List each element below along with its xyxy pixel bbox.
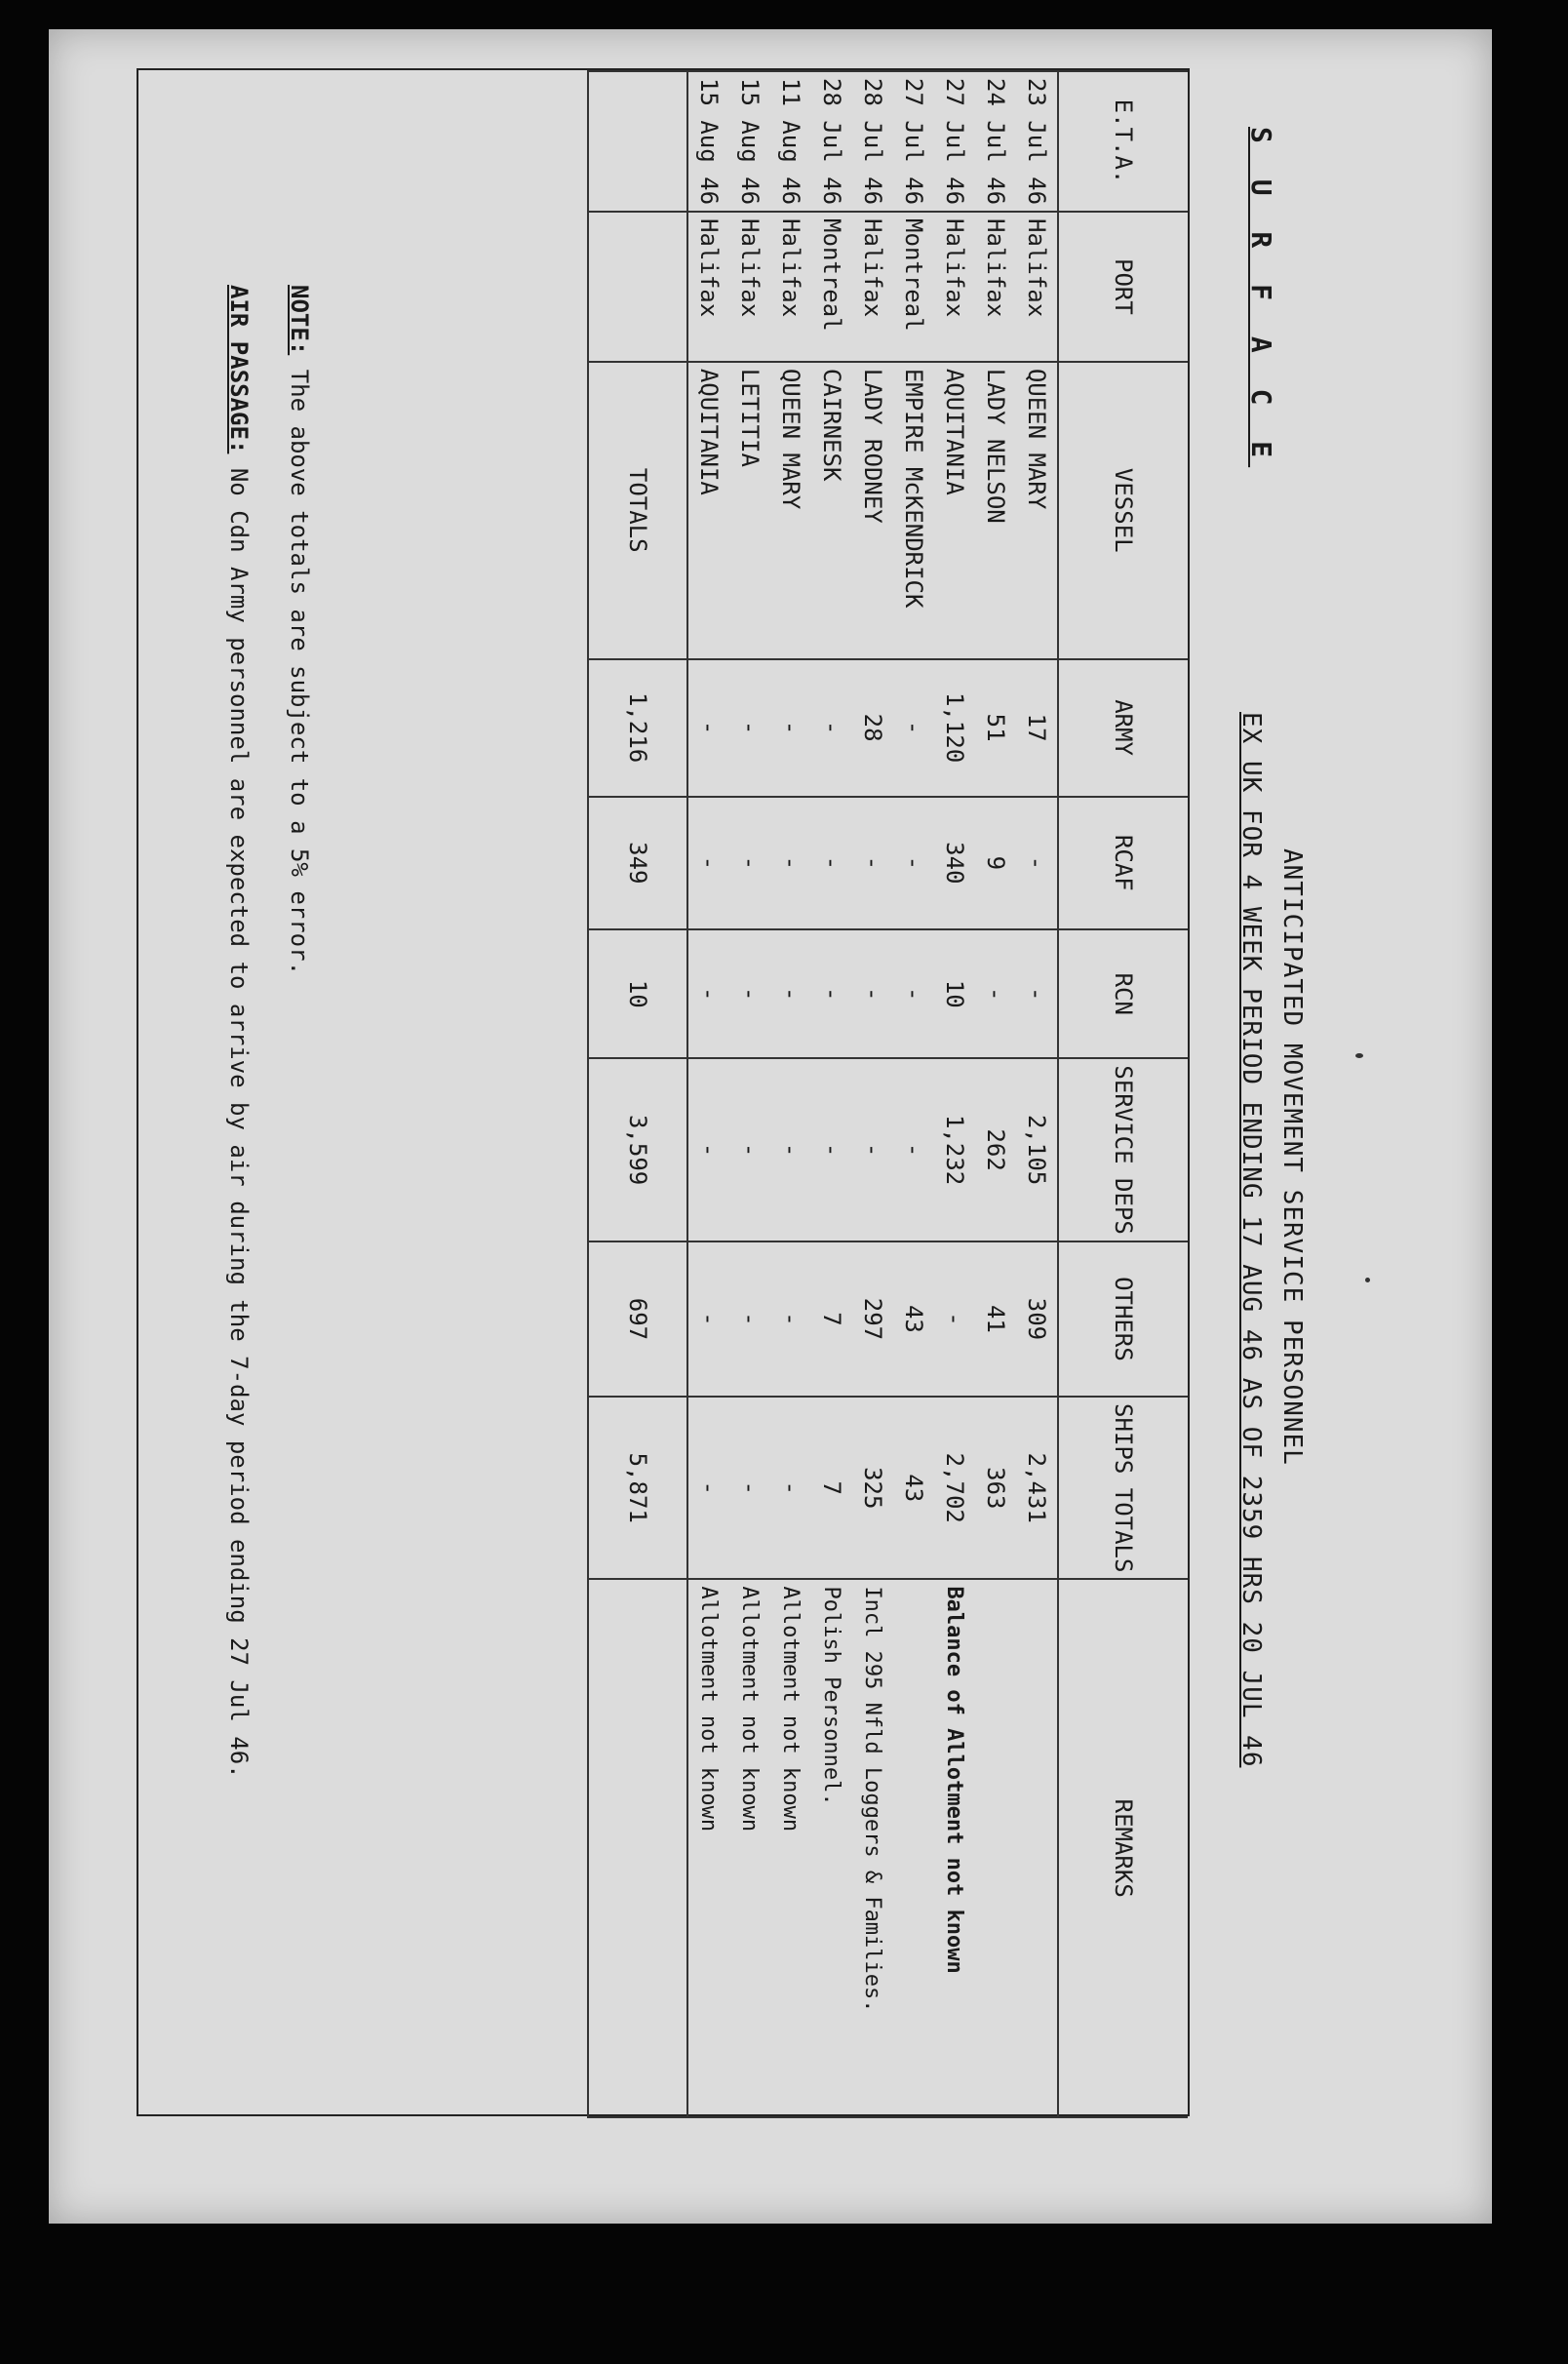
total-service-deps: 3,599 bbox=[588, 1058, 687, 1241]
cell-rcaf: - bbox=[729, 797, 770, 930]
header-remarks: REMARKS bbox=[1058, 1579, 1188, 2117]
header-others: OTHERS bbox=[1058, 1241, 1188, 1397]
cell-army: - bbox=[811, 659, 852, 797]
cell-others: - bbox=[729, 1241, 770, 1397]
total-others: 697 bbox=[588, 1241, 687, 1397]
table-row bbox=[729, 71, 770, 2117]
total-rcaf: 349 bbox=[588, 797, 687, 930]
cell-rcn: - bbox=[687, 929, 729, 1058]
cell-remarks bbox=[975, 1579, 1016, 2117]
cell-others: 41 bbox=[975, 1241, 1016, 1397]
cell-eta: 27 Jul 46 bbox=[893, 71, 934, 212]
cell-service-deps: 262 bbox=[975, 1058, 1016, 1241]
cell-remarks bbox=[893, 1579, 934, 2117]
air-passage-line bbox=[209, 285, 269, 1779]
cell-remarks bbox=[1016, 1579, 1058, 2117]
cell-rcn: - bbox=[811, 929, 852, 1058]
cell-rcaf: - bbox=[770, 797, 811, 930]
table-row bbox=[893, 71, 934, 2117]
header-rcn: RCN bbox=[1058, 929, 1188, 1058]
cell-eta: 27 Jul 46 bbox=[934, 71, 975, 212]
table-row bbox=[852, 71, 893, 2117]
total-rcn: 10 bbox=[588, 929, 687, 1058]
table-row bbox=[687, 71, 729, 2117]
cell-port: Halifax bbox=[852, 212, 893, 362]
cell-vessel: EMPIRE McKENDRICK bbox=[893, 362, 934, 659]
cell-eta: 11 Aug 46 bbox=[770, 71, 811, 212]
scan-speck bbox=[1355, 1053, 1363, 1058]
cell-port: Halifax bbox=[934, 212, 975, 362]
table-header-row bbox=[1058, 71, 1188, 2117]
cell-port: Halifax bbox=[975, 212, 1016, 362]
cell-remarks: Polish Personnel. bbox=[811, 1579, 852, 2117]
table-row bbox=[975, 71, 1016, 2117]
cell-ships-totals: 325 bbox=[852, 1397, 893, 1579]
cell-rcaf: - bbox=[1016, 797, 1058, 930]
cell-others: 7 bbox=[811, 1241, 852, 1397]
table-frame bbox=[137, 68, 1190, 2116]
cell-rcaf: - bbox=[893, 797, 934, 930]
table-row bbox=[770, 71, 811, 2117]
cell-service-deps: 2,105 bbox=[1016, 1058, 1058, 1241]
cell-eta: 15 Aug 46 bbox=[729, 71, 770, 212]
cell-rcaf: 9 bbox=[975, 797, 1016, 930]
cell-service-deps: - bbox=[687, 1058, 729, 1241]
cell-remarks: Incl 295 Nfld Loggers & Families. bbox=[852, 1579, 893, 2117]
total-ships-totals: 5,871 bbox=[588, 1397, 687, 1579]
cell-vessel: QUEEN MARY bbox=[770, 362, 811, 659]
totals-row bbox=[588, 71, 687, 2117]
totals-label: TOTALS bbox=[588, 362, 687, 659]
cell-rcn: - bbox=[1016, 929, 1058, 1058]
cell-ships-totals: - bbox=[729, 1397, 770, 1579]
header-eta: E.T.A. bbox=[1058, 71, 1188, 212]
cell-service-deps: - bbox=[811, 1058, 852, 1241]
cell-army: 51 bbox=[975, 659, 1016, 797]
scan-speck bbox=[1365, 1278, 1370, 1282]
cell-remarks: Balance of Allotment not known bbox=[934, 1579, 975, 2117]
cell-eta: 28 Jul 46 bbox=[811, 71, 852, 212]
cell-others: 43 bbox=[893, 1241, 934, 1397]
cell-port: Montreal bbox=[811, 212, 852, 362]
cell-rcaf: - bbox=[811, 797, 852, 930]
cell-remarks: Allotment not known bbox=[687, 1579, 729, 2117]
header-army: ARMY bbox=[1058, 659, 1188, 797]
header-service-deps: SERVICE DEPS bbox=[1058, 1058, 1188, 1241]
cell-ships-totals: 43 bbox=[893, 1397, 934, 1579]
cell-service-deps: 1,232 bbox=[934, 1058, 975, 1241]
header-rcaf: RCAF bbox=[1058, 797, 1188, 930]
header-ships-totals: SHIPS TOTALS bbox=[1058, 1397, 1188, 1579]
cell-vessel: LADY RODNEY bbox=[852, 362, 893, 659]
cell-ships-totals: 363 bbox=[975, 1397, 1016, 1579]
cell-eta: 15 Aug 46 bbox=[687, 71, 729, 212]
cell-rcaf: - bbox=[852, 797, 893, 930]
cell-port: Halifax bbox=[1016, 212, 1058, 362]
air-passage-text: No Cdn Army personnel are expected to arrive by air during the 7-day period ending 27 Jul 46. bbox=[225, 467, 253, 1779]
cell-others: - bbox=[770, 1241, 811, 1397]
document-heading bbox=[1190, 68, 1307, 2175]
cell-remarks: Allotment not known bbox=[729, 1579, 770, 2117]
cell-army: - bbox=[729, 659, 770, 797]
cell-eta: 28 Jul 46 bbox=[852, 71, 893, 212]
cell-port: Halifax bbox=[687, 212, 729, 362]
cell-ships-totals: 2,431 bbox=[1016, 1397, 1058, 1579]
rotated-document bbox=[117, 68, 1307, 2175]
cell-eta: 24 Jul 46 bbox=[975, 71, 1016, 212]
notes-block bbox=[209, 285, 330, 1779]
cell-vessel: AQUITANIA bbox=[934, 362, 975, 659]
cell-service-deps: - bbox=[893, 1058, 934, 1241]
cell-army: - bbox=[687, 659, 729, 797]
cell-others: 309 bbox=[1016, 1241, 1058, 1397]
movement-table bbox=[587, 70, 1188, 2118]
document-subtitle: EX UK FOR 4 WEEK PERIOD ENDING 17 AUG 46 AS OF 2359 HRS 20 JUL 46 bbox=[1236, 712, 1266, 1768]
note-label: NOTE: bbox=[286, 285, 313, 356]
table-row bbox=[811, 71, 852, 2117]
section-label: S U R F A C E bbox=[1245, 127, 1277, 468]
cell-remarks: Allotment not known bbox=[770, 1579, 811, 2117]
cell-eta: 23 Jul 46 bbox=[1016, 71, 1058, 212]
cell-ships-totals: 7 bbox=[811, 1397, 852, 1579]
cell-port: Halifax bbox=[729, 212, 770, 362]
cell-army: - bbox=[893, 659, 934, 797]
cell-rcn: 10 bbox=[934, 929, 975, 1058]
cell-ships-totals: 2,702 bbox=[934, 1397, 975, 1579]
cell-vessel: CAIRNESK bbox=[811, 362, 852, 659]
table-row bbox=[1016, 71, 1058, 2117]
cell-port: Halifax bbox=[770, 212, 811, 362]
document-sheet bbox=[49, 29, 1492, 2224]
header-port: PORT bbox=[1058, 212, 1188, 362]
cell-ships-totals: - bbox=[770, 1397, 811, 1579]
cell-others: - bbox=[934, 1241, 975, 1397]
cell-rcn: - bbox=[893, 929, 934, 1058]
air-passage-label: AIR PASSAGE: bbox=[225, 285, 253, 454]
document-title: ANTICIPATED MOVEMENT SERVICE PERSONNEL bbox=[1277, 848, 1307, 1466]
total-army: 1,216 bbox=[588, 659, 687, 797]
cell-others: 297 bbox=[852, 1241, 893, 1397]
cell-ships-totals: - bbox=[687, 1397, 729, 1579]
cell-service-deps: - bbox=[729, 1058, 770, 1241]
cell-vessel: LETITIA bbox=[729, 362, 770, 659]
cell-vessel: QUEEN MARY bbox=[1016, 362, 1058, 659]
cell-vessel: AQUITANIA bbox=[687, 362, 729, 659]
totals-spacer bbox=[588, 212, 687, 362]
cell-army: 17 bbox=[1016, 659, 1058, 797]
cell-others: - bbox=[687, 1241, 729, 1397]
cell-rcn: - bbox=[975, 929, 1016, 1058]
cell-rcaf: 340 bbox=[934, 797, 975, 930]
cell-army: 1,120 bbox=[934, 659, 975, 797]
cell-rcn: - bbox=[770, 929, 811, 1058]
note-line bbox=[269, 285, 330, 1779]
table-row bbox=[934, 71, 975, 2117]
cell-army: - bbox=[770, 659, 811, 797]
header-vessel: VESSEL bbox=[1058, 362, 1188, 659]
cell-service-deps: - bbox=[852, 1058, 893, 1241]
totals-remarks-blank bbox=[588, 1579, 687, 2117]
cell-rcn: - bbox=[729, 929, 770, 1058]
note-text: The above totals are subject to a 5% error. bbox=[286, 369, 313, 976]
cell-army: 28 bbox=[852, 659, 893, 797]
totals-spacer bbox=[588, 71, 687, 212]
cell-rcn: - bbox=[852, 929, 893, 1058]
cell-port: Montreal bbox=[893, 212, 934, 362]
cell-service-deps: - bbox=[770, 1058, 811, 1241]
cell-vessel: LADY NELSON bbox=[975, 362, 1016, 659]
cell-rcaf: - bbox=[687, 797, 729, 930]
